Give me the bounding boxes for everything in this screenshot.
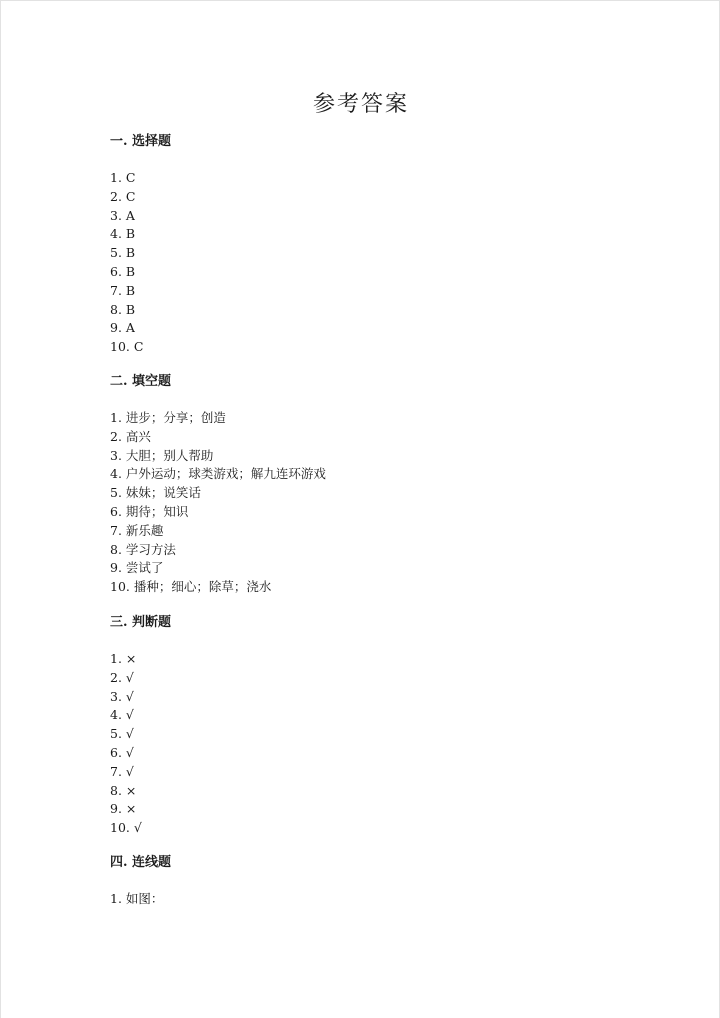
answer-item: 7. B bbox=[110, 282, 136, 298]
answer-item: 8. 学习方法 bbox=[110, 541, 176, 557]
answer-item: 9. 尝试了 bbox=[110, 560, 164, 576]
section-fill-in-blank bbox=[110, 372, 610, 597]
answer-item: 8. B bbox=[110, 301, 136, 317]
answer-item: 1. 进步；分享；创造 bbox=[110, 410, 226, 425]
section-heading: 三. 判断题 bbox=[110, 615, 172, 630]
section-heading: 一. 选择题 bbox=[110, 134, 172, 149]
answer-item: 10. 播种；细心；除草；浇水 bbox=[110, 579, 272, 595]
section-matching bbox=[110, 853, 610, 909]
answer-item: 1. C bbox=[110, 170, 136, 185]
answer-item: 5. 妹妹；说笑话 bbox=[110, 485, 201, 501]
answer-item: 10. √ bbox=[110, 820, 142, 836]
section-heading: 四. 连线题 bbox=[110, 855, 172, 870]
answer-item: 7. 新乐趣 bbox=[110, 522, 164, 538]
answer-item: 6. B bbox=[110, 263, 136, 279]
page-title: 参考答案 bbox=[312, 92, 409, 117]
answer-item: 6. √ bbox=[110, 744, 134, 760]
answer-list bbox=[110, 650, 610, 838]
answer-item: 4. √ bbox=[110, 707, 134, 723]
answer-item: 9. × bbox=[110, 801, 137, 817]
answer-item: 6. 期待；知识 bbox=[110, 503, 189, 519]
answer-item: 10. C bbox=[110, 339, 144, 355]
answer-item: 2. √ bbox=[110, 669, 134, 685]
answer-item: 8. × bbox=[110, 782, 137, 798]
answer-item: 7. √ bbox=[110, 763, 134, 779]
answer-item: 3. A bbox=[110, 207, 135, 223]
answer-item: 5. √ bbox=[110, 726, 134, 742]
answer-item: 2. C bbox=[110, 188, 136, 204]
answer-list bbox=[110, 409, 610, 597]
answer-item: 3. 大胆；别人帮助 bbox=[110, 447, 214, 463]
answer-list bbox=[110, 890, 610, 909]
answer-list bbox=[110, 169, 610, 357]
answer-item: 1. × bbox=[110, 651, 137, 666]
answer-item: 1. 如图： bbox=[110, 891, 164, 906]
answer-item: 4. 户外运动；球类游戏；解九连环游戏 bbox=[110, 466, 326, 482]
answer-item: 5. B bbox=[110, 245, 136, 261]
section-true-false bbox=[110, 613, 610, 838]
answer-item: 3. √ bbox=[110, 688, 134, 704]
section-heading: 二. 填空题 bbox=[110, 374, 172, 389]
section-multiple-choice bbox=[110, 132, 610, 357]
answer-item: 9. A bbox=[110, 320, 135, 336]
answer-item: 4. B bbox=[110, 226, 136, 242]
answer-item: 2. 高兴 bbox=[110, 428, 151, 444]
